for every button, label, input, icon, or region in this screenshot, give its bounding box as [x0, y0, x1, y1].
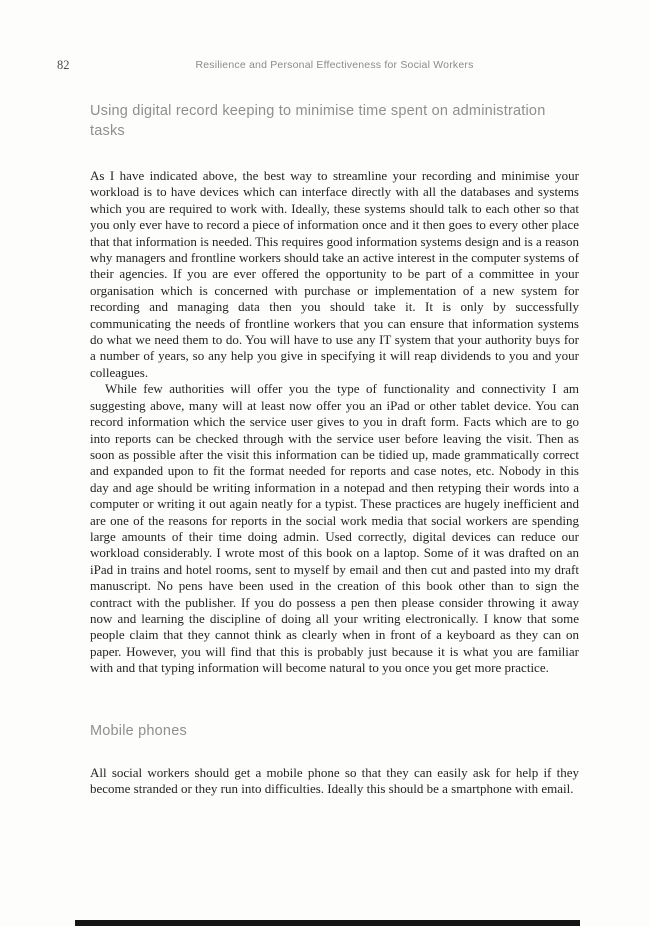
page-header: [0, 58, 650, 74]
paragraph: As I have indicated above, the best way to streamline your recording and minimise your workload is to have devices which can interface directly with all the databases and systems which you are required to work with. Ideally, these systems should talk to each other so that you only ever have to record a piece of information once and it then goes to every other place that that information is needed. This requires good information systems design and is a reason why managers and frontline workers should take an active interest in the computer systems of their agencies. If you are ever offered the opportunity to be part of a committee in your organisation which is concerned with purchase or implementation of a new system for recording and managing data then you should take it. It is only by successfully communicating the needs of frontline workers that you can ensure that information systems do what we need them to do. You will have to use any IT system that your authority buys for a number of years, so any help you give in specifying it will reap dividends to you and your colleagues.: [90, 168, 579, 380]
section-heading-mobile-phones: Mobile phones: [90, 722, 187, 739]
running-title: Resilience and Personal Effectiveness for Social Workers: [195, 59, 474, 71]
paragraph: While few authorities will offer you the type of functionality and connectivity I am suggesting above, many will at least now offer you an iPad or other tablet device. You can record information which the service user gives to you in draft form. Facts which are to go into reports can be checked through with the service user before leaving the visit. Then as soon as possible after the visit this information can be tidied up, made grammatically correct and expanded upon to fit the format needed for reports and case notes, etc. Nobody in this day and age should be writing information in a notepad and then retyping their words into a computer or writing it out again neatly for a typist. These practices are hugely inefficient and are one of the reasons for reports in the social work media that social workers are spending large amounts of their time doing admin. Used correctly, digital devices can reduce our workload considerably. I wrote most of this book on a laptop. Some of it was drafted on an iPad in trains and hotel rooms, sent to myself by email and then cut and pasted into my draft manuscript. No pens have been used in the creation of this book other than to sign the contract with the publisher. If you do possess a pen then please consider throwing it away now and learning the discipline of doing all your writing electronically. I know that some people claim that they cannot think as clearly when in front of a keyboard as they can on paper. However, you will find that this is probably just because it is what you are familiar with and that typing information will become natural to you once you get more practice.: [90, 381, 579, 676]
paragraph: All social workers should get a mobile phone so that they can easily ask for help if they become stranded or they run into difficulties. Ideally this should be a smartphone with email.: [90, 764, 579, 796]
text-block: [90, 101, 579, 797]
section-heading-digital-record-keeping: Using digital record keeping to minimise time spent on administration tasks: [90, 103, 546, 139]
bottom-edge-bar: [75, 920, 580, 926]
page-number: 82: [57, 58, 70, 72]
